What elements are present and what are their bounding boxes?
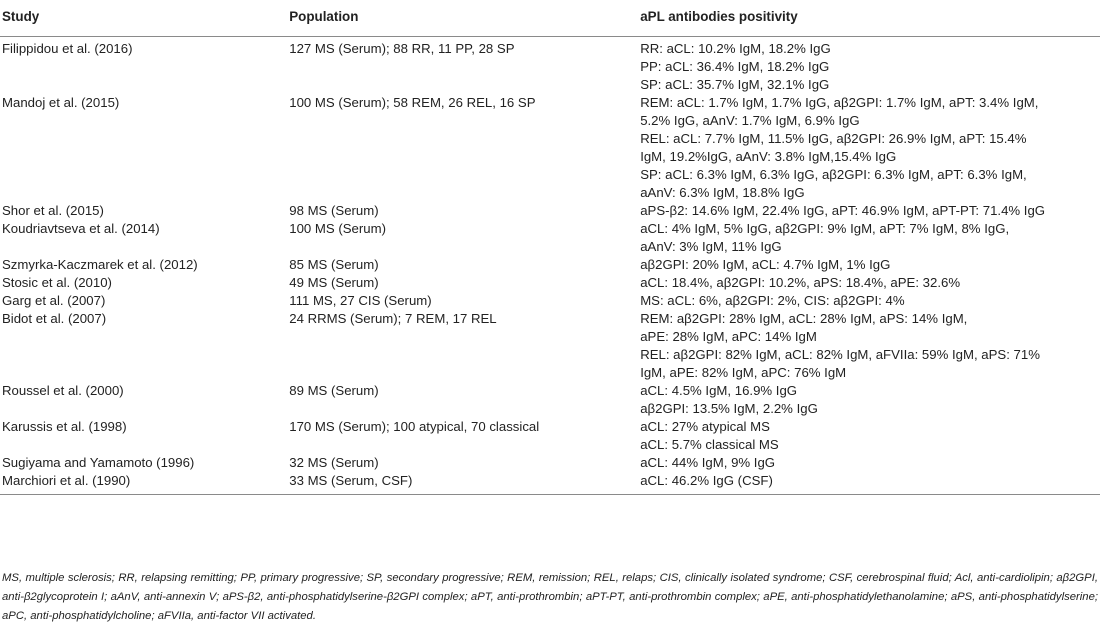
apl-line: REL: aβ2GPI: 82% IgM, aCL: 82% IgM, aFVIIa: 59% IgM, aPS: 71% — [640, 347, 1040, 362]
population-cell: 127 MS (Serum); 88 RR, 11 PP, 28 SP — [289, 41, 515, 56]
population-cell: 170 MS (Serum); 100 atypical, 70 classical — [289, 419, 540, 434]
apl-line: aβ2GPI: 20% IgM, aCL: 4.7% IgM, 1% IgG — [640, 257, 891, 272]
population-cell: 100 MS (Serum) — [289, 221, 386, 236]
table-row — [0, 202, 1100, 220]
apl-line: aCL: 46.2% IgG (CSF) — [640, 473, 773, 488]
apl-line: aCL: 27% atypical MS — [640, 419, 770, 434]
apl-line: IgM, aPE: 82% IgM, aPC: 76% IgM — [640, 365, 847, 380]
table-row — [0, 472, 1100, 495]
table-row — [0, 310, 1100, 382]
apl-cell — [640, 202, 1100, 220]
population-cell: 32 MS (Serum) — [289, 455, 379, 470]
table-row — [0, 454, 1100, 472]
table-header-row — [0, 0, 1100, 37]
table-body — [0, 37, 1100, 495]
population-cell: 89 MS (Serum) — [289, 383, 379, 398]
apl-line: IgM, 19.2%IgG, aAnV: 3.8% IgM,15.4% IgG — [640, 149, 897, 164]
apl-line: aCL: 4.5% IgM, 16.9% IgG — [640, 383, 798, 398]
apl-line: aCL: 4% IgM, 5% IgG, aβ2GPI: 9% IgM, aPT: 7% IgM, 8% IgG, — [640, 221, 1010, 236]
apl-line: REM: aCL: 1.7% IgM, 1.7% IgG, aβ2GPI: 1.7% IgM, aPT: 3.4% IgM, — [640, 95, 1039, 110]
table-footnote: MS, multiple sclerosis; RR, relapsing remitting; PP, primary progressive; SP, secondary progressive; REM, remission; REL, relaps; CIS, clinically isolated syndrome; CSF, cerebrospinal fluid; Acl, anti-cardiolipin; aβ2GPI, anti-β2glycoprotein I; aAnV, anti-annexin V; aPS-β2, anti-phosphatidylserine-β2GPI complex; aPT, anti-prothrombin; aPT-PT, anti-prothrombin complex; aPE, anti-phosphatidylethanolamine; aPS, anti-phosphatidylserine; aPC, anti-phosphatidylcholine; aFVIIa, anti-factor VII activated. — [2, 572, 1098, 622]
apl-line: aAnV: 6.3% IgM, 18.8% IgG — [640, 185, 805, 200]
apl-line: aCL: 18.4%, aβ2GPI: 10.2%, aPS: 18.4%, aPE: 32.6% — [640, 275, 961, 290]
apl-line: aCL: 5.7% classical MS — [640, 437, 779, 452]
population-cell: 24 RRMS (Serum); 7 REM, 17 REL — [289, 311, 497, 326]
table-row — [0, 292, 1100, 310]
study-cell: Roussel et al. (2000) — [2, 383, 124, 398]
population-cell: 49 MS (Serum) — [289, 275, 379, 290]
population-cell: 98 MS (Serum) — [289, 203, 379, 218]
apl-cell — [640, 454, 1100, 472]
apl-line: aβ2GPI: 13.5% IgM, 2.2% IgG — [640, 401, 818, 416]
apl-line: REL: aCL: 7.7% IgM, 11.5% IgG, aβ2GPI: 26.9% IgM, aPT: 15.4% — [640, 131, 1027, 146]
apl-cell — [640, 274, 1100, 292]
table-row — [0, 418, 1100, 454]
header-apl: aPL antibodies positivity — [640, 0, 1100, 37]
apl-line: PP: aCL: 36.4% IgM, 18.2% IgG — [640, 59, 830, 74]
study-cell: Stosic et al. (2010) — [2, 275, 112, 290]
study-cell: Bidot et al. (2007) — [2, 311, 107, 326]
study-cell: Mandoj et al. (2015) — [2, 95, 120, 110]
apl-cell — [640, 310, 1100, 382]
apl-cell — [640, 292, 1100, 310]
table-row — [0, 37, 1100, 95]
study-cell: Marchiori et al. (1990) — [0, 472, 289, 495]
apl-line: SP: aCL: 35.7% IgM, 32.1% IgG — [640, 77, 830, 92]
apl-line: REM: aβ2GPI: 28% IgM, aCL: 28% IgM, aPS: 14% IgM, — [640, 311, 968, 326]
study-cell: Karussis et al. (1998) — [2, 419, 127, 434]
apl-cell — [640, 382, 1100, 418]
apl-line: MS: aCL: 6%, aβ2GPI: 2%, CIS: aβ2GPI: 4% — [640, 293, 905, 308]
apl-line: aAnV: 3% IgM, 11% IgG — [640, 239, 782, 254]
apl-cell — [640, 37, 1100, 95]
table-row — [0, 274, 1100, 292]
study-cell: Garg et al. (2007) — [2, 293, 106, 308]
apl-cell — [640, 256, 1100, 274]
apl-cell — [640, 472, 1100, 495]
table-row — [0, 220, 1100, 256]
apl-line: aPS-β2: 14.6% IgM, 22.4% IgG, aPT: 46.9% IgM, aPT-PT: 71.4% IgG — [640, 203, 1046, 218]
apl-line: 5.2% IgG, aAnV: 1.7% IgM, 6.9% IgG — [640, 113, 860, 128]
table-row — [0, 256, 1100, 274]
population-cell: 111 MS, 27 CIS (Serum) — [289, 293, 432, 308]
apl-line: aCL: 44% IgM, 9% IgG — [640, 455, 776, 470]
header-study: Study — [0, 0, 289, 37]
header-population: Population — [289, 0, 640, 37]
apl-line: SP: aCL: 6.3% IgM, 6.3% IgG, aβ2GPI: 6.3% IgM, aPT: 6.3% IgM, — [640, 167, 1027, 182]
apl-cell — [640, 94, 1100, 202]
study-cell: Filippidou et al. (2016) — [2, 41, 133, 56]
apl-line: aPE: 28% IgM, aPC: 14% IgM — [640, 329, 817, 344]
population-cell: 100 MS (Serum); 58 REM, 26 REL, 16 SP — [289, 95, 536, 110]
table-row — [0, 94, 1100, 202]
table-row — [0, 382, 1100, 418]
study-cell: Szmyrka-Kaczmarek et al. (2012) — [2, 257, 198, 272]
apl-cell — [640, 220, 1100, 256]
study-cell: Sugiyama and Yamamoto (1996) — [2, 455, 195, 470]
study-cell: Shor et al. (2015) — [2, 203, 104, 218]
study-cell: Koudriavtseva et al. (2014) — [2, 221, 160, 236]
population-cell: 33 MS (Serum, CSF) — [289, 472, 640, 495]
apl-cell — [640, 418, 1100, 454]
apl-line: RR: aCL: 10.2% IgM, 18.2% IgG — [640, 41, 831, 56]
population-cell: 85 MS (Serum) — [289, 257, 379, 272]
